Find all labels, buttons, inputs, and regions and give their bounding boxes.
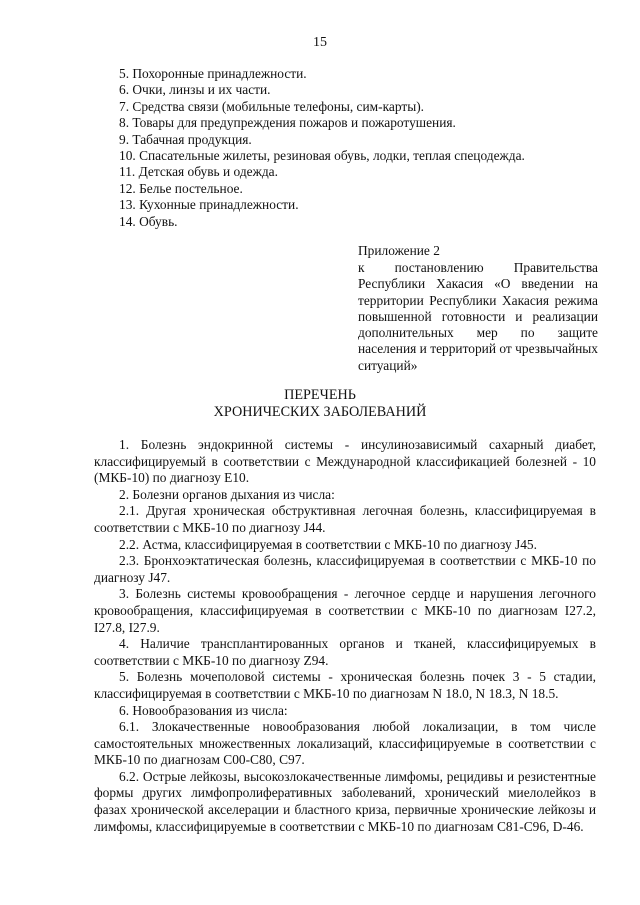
list-item: 10. Спасательные жилеты, резиновая обувь, лодки, теплая спецодежда. <box>119 147 525 163</box>
paragraph: 2.3. Бронхоэктатическая болезнь, классифицируемая в соответствии с МКБ-10 по диагнозу J47. <box>94 553 596 585</box>
page-number: 15 <box>313 35 327 50</box>
paragraph: 6.2. Острые лейкозы, высокозлокачественные лимфомы, рецидивы и резистентные формы других лимфопролиферативных заболеваний, хронический миелолейкоз в фазах хронической акселерации и бластного криза, первичные хронические лейкозы и лимфомы, классифицируемые в соответствии с МКБ-10 по диагнозам C81-C96, D-46. <box>94 768 596 834</box>
paragraph: 4. Наличие трансплантированных органов и тканей, классифицируемых в соответствии с МКБ-10 по диагнозу Z94. <box>94 636 596 668</box>
list-item: 14. Обувь. <box>119 213 178 229</box>
paragraph: 6.1. Злокачественные новообразования любой локализации, в том числе самостоятельных множественных локализаций, классифицируемые в соответствии с МКБ-10 по диагнозам C00-C80, C97. <box>94 719 596 768</box>
list-item: 6. Очки, линзы и их части. <box>119 82 271 98</box>
list-item: 11. Детская обувь и одежда. <box>119 164 278 180</box>
document-heading <box>0 387 640 421</box>
paragraph: 3. Болезнь системы кровообращения - легочное сердце и нарушения легочного кровообращения, классифицируемая в соответствии с МКБ-10 по диагнозам I27.2, I27.8, I27.9. <box>94 586 596 635</box>
list-item: 8. Товары для предупреждения пожаров и пожаротушения. <box>119 115 456 131</box>
list-item: 9. Табачная продукция. <box>119 131 252 147</box>
appendix-title: Приложение 2 <box>358 243 440 258</box>
list-item: 7. Средства связи (мобильные телефоны, сим-карты). <box>119 98 425 114</box>
heading-line-2: ХРОНИЧЕСКИХ ЗАБОЛЕВАНИЙ <box>213 404 427 420</box>
list-item: 12. Белье постельное. <box>119 180 243 196</box>
list-item: 5. Похоронные принадлежности. <box>119 66 307 81</box>
heading-line-1: ПЕРЕЧЕНЬ <box>284 387 356 403</box>
appendix-text: к постановлению Правительства Республики Хакасия «О введении на территории Республики Хакасия режима повышенной готовности и реализации дополнительных мер по защите населения и территорий от чрезвычайных ситуаций» <box>358 260 598 373</box>
paragraph: 6. Новообразования из числа: <box>119 702 288 718</box>
goods-list <box>119 66 589 230</box>
paragraph: 2.2. Астма, классифицируемая в соответствии с МКБ-10 по диагнозу J45. <box>119 536 537 552</box>
appendix-block <box>358 243 598 374</box>
paragraph: 2.1. Другая хроническая обструктивная легочная болезнь, классифицируемая в соответствии с МКБ-10 по диагнозу J44. <box>94 503 596 535</box>
list-item: 13. Кухонные принадлежности. <box>119 197 299 213</box>
paragraph: 2. Болезни органов дыхания из числа: <box>119 486 335 502</box>
paragraph: 5. Болезнь мочеполовой системы - хроническая болезнь почек 3 - 5 стадии, классифицируемая в соответствии с МКБ-10 по диагнозам N 18.0, N 18.3, N 18.5. <box>94 669 596 701</box>
paragraph: 1. Болезнь эндокринной системы - инсулинозависимый сахарный диабет, классифицируемый в соответствии с Международной классификацией болезней - 10 (МКБ-10) по диагнозу E10. <box>94 437 596 486</box>
diseases-list <box>94 437 596 835</box>
